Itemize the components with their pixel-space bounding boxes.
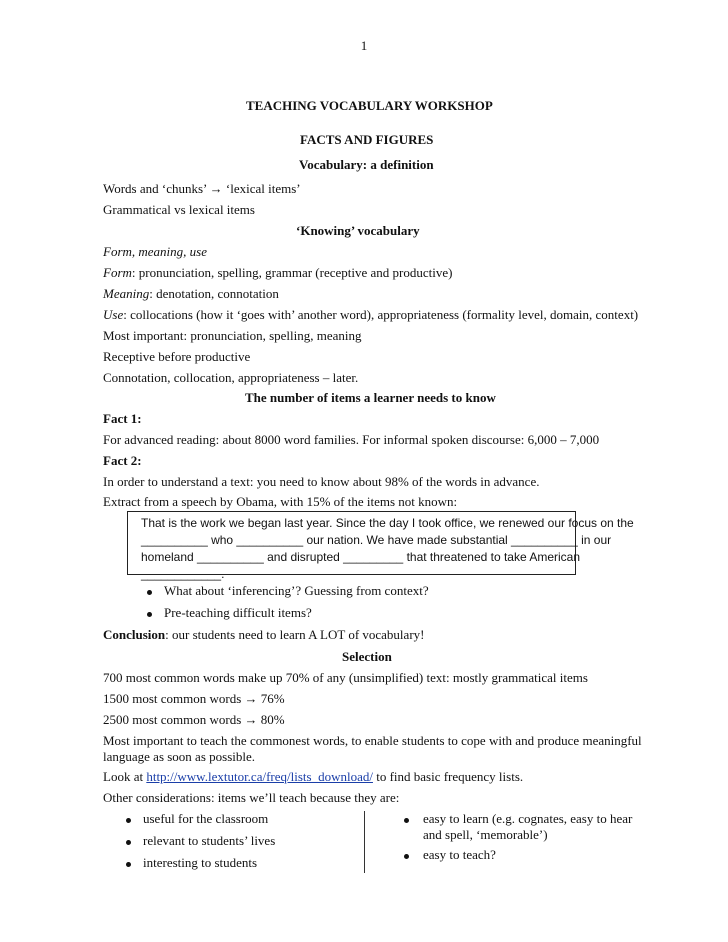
consideration-item: relevant to students’ lives — [143, 833, 276, 848]
bullet-icon — [147, 590, 152, 595]
knowing-line: Most important: pronunciation, spelling, meaning — [103, 328, 362, 343]
meaning-line: Meaning: denotation, connotation — [103, 286, 279, 301]
bullet-icon — [404, 818, 409, 823]
column-divider — [364, 811, 365, 873]
quote-line: That is the work we began last year. Since the day I took office, we renewed our focus on the — [141, 516, 634, 530]
definition-heading: Vocabulary: a definition — [299, 157, 434, 172]
consideration-item-continued: and spell, ‘memorable’) — [423, 827, 548, 842]
lextutor-line: Look at http://www.lextutor.ca/freq/lists_download/ to find basic frequency lists. — [103, 769, 524, 784]
important-line: Most important to teach the commonest words, to enable students to cope with and produce meaningful — [103, 733, 642, 748]
quote-box — [127, 511, 634, 581]
use-line: Use: collocations (how it ‘goes with’ another word), appropriateness (formality level, domain, context) — [103, 307, 639, 322]
knowing-heading: ‘Knowing’ vocabulary — [296, 223, 420, 238]
extract-intro: Extract from a speech by Obama, with 15% of the items not known: — [103, 494, 458, 509]
other-considerations: Other considerations: items we’ll teach because they are: — [103, 790, 400, 805]
important-line: language as soon as possible. — [103, 749, 256, 764]
knowing-line: Connotation, collocation, appropriateness – later. — [103, 370, 359, 385]
facts-heading: FACTS AND FIGURES — [300, 132, 434, 147]
knowing-line: Receptive before productive — [103, 349, 251, 364]
selection-heading: Selection — [342, 649, 392, 664]
selection-line: 700 most common words make up 70% of any (unsimplified) text: mostly grammatical items — [103, 670, 588, 685]
question-item: What about ‘inferencing’? Guessing from context? — [164, 583, 429, 598]
quote-line: ____________. — [141, 567, 225, 581]
conclusion-line: Conclusion: our students need to learn A LOT of vocabulary! — [103, 627, 425, 642]
fact1-text: For advanced reading: about 8000 word families. For informal spoken discourse: 6,000 – 7,000 — [103, 432, 600, 447]
question-item: Pre-teaching difficult items? — [164, 605, 312, 620]
form-line: Form: pronunciation, spelling, grammar (receptive and productive) — [103, 265, 453, 280]
fact2-label: Fact 2: — [103, 453, 142, 468]
consideration-item: useful for the classroom — [143, 811, 269, 826]
fact2-text: In order to understand a text: you need to know about 98% of the words in advance. — [103, 474, 540, 489]
bullet-icon — [147, 612, 152, 617]
fact1-label: Fact 1: — [103, 411, 142, 426]
selection-line: 2500 most common words → 80% — [103, 712, 285, 727]
quote-line: homeland __________ and disrupted _________ that threatened to take American — [141, 550, 581, 564]
quote-line: __________ who __________ our nation. We have made substantial __________ in our — [141, 533, 612, 547]
bullet-icon — [126, 840, 131, 845]
bullet-icon — [126, 818, 131, 823]
consideration-item: easy to learn (e.g. cognates, easy to hear — [423, 811, 633, 826]
page-number: 1 — [360, 38, 368, 53]
bullet-icon — [126, 862, 131, 867]
consideration-item: interesting to students — [143, 855, 258, 870]
definition-line: Words and ‘chunks’ → ‘lexical items’ — [103, 181, 301, 196]
selection-line: 1500 most common words → 76% — [103, 691, 285, 706]
form-meaning-use: Form, meaning, use — [103, 244, 207, 259]
workshop-title: TEACHING VOCABULARY WORKSHOP — [246, 98, 493, 113]
lextutor-link[interactable]: http://www.lextutor.ca/freq/lists_download/ — [146, 769, 373, 784]
definition-line: Grammatical vs lexical items — [103, 202, 255, 217]
consideration-item: easy to teach? — [423, 847, 496, 862]
bullet-icon — [404, 854, 409, 859]
number-heading: The number of items a learner needs to know — [245, 390, 496, 405]
